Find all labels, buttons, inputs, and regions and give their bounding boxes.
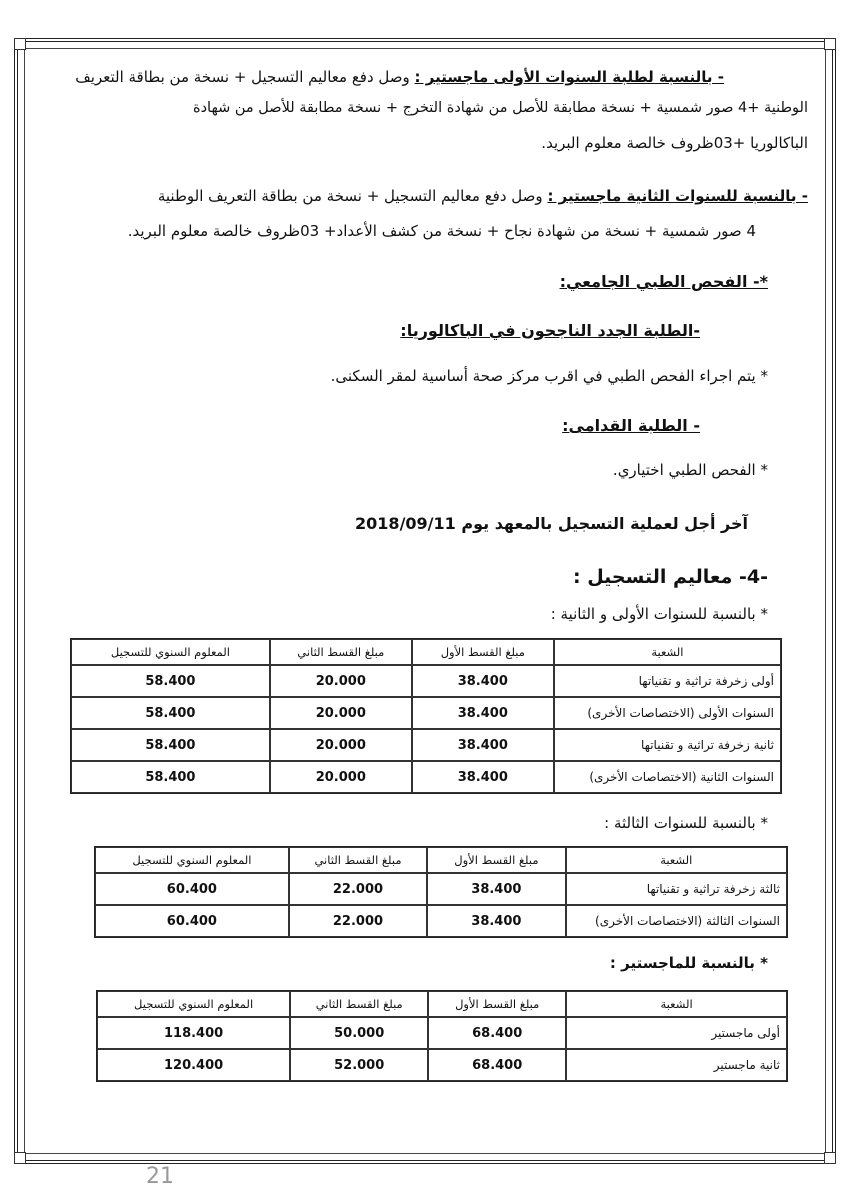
branch-cell: ثانية ماجستير bbox=[566, 1049, 787, 1081]
fees-table-masters bbox=[96, 990, 788, 1082]
first-installment-cell: 68.400 bbox=[428, 1049, 566, 1081]
second-installment-cell: 20.000 bbox=[270, 665, 412, 697]
header-annual-fee: المعلوم السنوي للتسجيل bbox=[71, 639, 270, 665]
header-annual-fee: المعلوم السنوي للتسجيل bbox=[97, 991, 290, 1017]
fees-table-year-3 bbox=[94, 846, 788, 938]
second-installment-cell: 22.000 bbox=[289, 873, 427, 905]
first-installment-cell: 38.400 bbox=[427, 905, 565, 937]
new-students-heading: -الطلبة الجدد الناجحون في الباكالوريا: bbox=[400, 321, 700, 340]
second-installment-cell: 52.000 bbox=[290, 1049, 428, 1081]
table3-intro: * بالنسبة للماجستير : bbox=[609, 954, 768, 972]
old-students-text: * الفحص الطبي اختياري. bbox=[612, 461, 768, 479]
annual-fee-cell: 118.400 bbox=[97, 1017, 290, 1049]
branch-cell: أولى زخرفة تراثية و تقنياتها bbox=[554, 665, 781, 697]
table2-intro: * بالنسبة للسنوات الثالثة : bbox=[604, 814, 768, 832]
header-branch: الشعبة bbox=[554, 639, 781, 665]
second-year-master-line-2: 4 صور شمسية + نسخة من شهادة نجاح + نسخة من كشف الأعداد+ 03ظروف خالصة معلوم البريد. bbox=[127, 222, 756, 240]
table-row bbox=[95, 905, 787, 937]
first-installment-cell: 38.400 bbox=[412, 761, 554, 793]
table-header-row bbox=[71, 639, 781, 665]
annual-fee-cell: 120.400 bbox=[97, 1049, 290, 1081]
first-year-master-heading: - بالنسبة لطلبة السنوات الأولى ماجستير : bbox=[414, 68, 724, 86]
second-installment-cell: 50.000 bbox=[290, 1017, 428, 1049]
table1-intro: * بالنسبة للسنوات الأولى و الثانية : bbox=[550, 605, 768, 623]
table-header-row bbox=[97, 991, 787, 1017]
page-border-inner bbox=[24, 48, 826, 1154]
annual-fee-cell: 60.400 bbox=[95, 905, 289, 937]
first-installment-cell: 38.400 bbox=[427, 873, 565, 905]
medical-exam-heading: *- الفحص الطبي الجامعي: bbox=[559, 272, 768, 291]
fees-table-years-1-2 bbox=[70, 638, 782, 794]
branch-cell: السنوات الثانية (الاختصاصات الأخرى) bbox=[554, 761, 781, 793]
header-second-installment: مبلغ القسط الثاني bbox=[289, 847, 427, 873]
second-year-master-heading: - بالنسبة للسنوات الثانية ماجستير : bbox=[547, 187, 808, 205]
branch-cell: السنوات الأولى (الاختصاصات الأخرى) bbox=[554, 697, 781, 729]
annual-fee-cell: 58.400 bbox=[71, 761, 270, 793]
second-installment-cell: 20.000 bbox=[270, 761, 412, 793]
table-row bbox=[71, 665, 781, 697]
branch-cell: ثالثة زخرفة تراثية و تقنياتها bbox=[566, 873, 787, 905]
annual-fee-cell: 58.400 bbox=[71, 729, 270, 761]
corner-ornament bbox=[14, 38, 26, 50]
table-row bbox=[97, 1049, 787, 1081]
header-second-installment: مبلغ القسط الثاني bbox=[290, 991, 428, 1017]
table-row bbox=[97, 1017, 787, 1049]
header-first-installment: مبلغ القسط الأول bbox=[427, 847, 565, 873]
old-students-heading: - الطلبة القدامى: bbox=[562, 416, 700, 435]
first-installment-cell: 38.400 bbox=[412, 697, 554, 729]
first-year-master-line-3: الباكالوريا +03ظروف خالصة معلوم البريد. bbox=[541, 134, 808, 152]
annual-fee-cell: 58.400 bbox=[71, 697, 270, 729]
table-row bbox=[71, 697, 781, 729]
table-header-row bbox=[95, 847, 787, 873]
first-year-master-paragraph bbox=[75, 68, 724, 86]
header-branch: الشعبة bbox=[566, 847, 787, 873]
registration-fees-heading: -4- معاليم التسجيل : bbox=[572, 566, 768, 588]
table-row bbox=[95, 873, 787, 905]
header-first-installment: مبلغ القسط الأول bbox=[412, 639, 554, 665]
first-installment-cell: 38.400 bbox=[412, 665, 554, 697]
corner-ornament bbox=[824, 1152, 836, 1164]
first-installment-cell: 68.400 bbox=[428, 1017, 566, 1049]
first-installment-cell: 38.400 bbox=[412, 729, 554, 761]
table-row bbox=[71, 729, 781, 761]
annual-fee-cell: 58.400 bbox=[71, 665, 270, 697]
annual-fee-cell: 60.400 bbox=[95, 873, 289, 905]
header-first-installment: مبلغ القسط الأول bbox=[428, 991, 566, 1017]
registration-deadline: آخر أجل لعملية التسجيل بالمعهد يوم 2018/09/11 bbox=[355, 514, 748, 533]
new-students-text: * يتم اجراء الفحص الطبي في اقرب مركز صحة أساسية لمقر السكنى. bbox=[330, 367, 768, 385]
second-installment-cell: 22.000 bbox=[289, 905, 427, 937]
branch-cell: السنوات الثالثة (الاختصاصات الأخرى) bbox=[566, 905, 787, 937]
branch-cell: أولى ماجستير bbox=[566, 1017, 787, 1049]
second-year-master-line-1: وصل دفع معاليم التسجيل + نسخة من بطاقة التعريف الوطنية bbox=[157, 187, 543, 205]
header-branch: الشعبة bbox=[566, 991, 787, 1017]
corner-ornament bbox=[824, 38, 836, 50]
page-number: 21 bbox=[146, 1164, 174, 1189]
header-second-installment: مبلغ القسط الثاني bbox=[270, 639, 412, 665]
corner-ornament bbox=[14, 1152, 26, 1164]
table-row bbox=[71, 761, 781, 793]
header-annual-fee: المعلوم السنوي للتسجيل bbox=[95, 847, 289, 873]
first-year-master-line-2: الوطنية +4 صور شمسية + نسخة مطابقة للأصل من شهادة التخرج + نسخة مطابقة للأصل من شهادة bbox=[192, 100, 808, 116]
second-installment-cell: 20.000 bbox=[270, 729, 412, 761]
first-year-master-line-1: وصل دفع معاليم التسجيل + نسخة من بطاقة التعريف bbox=[75, 68, 410, 86]
branch-cell: ثانية زخرفة تراثية و تقنياتها bbox=[554, 729, 781, 761]
second-installment-cell: 20.000 bbox=[270, 697, 412, 729]
second-year-master-paragraph bbox=[158, 187, 808, 205]
